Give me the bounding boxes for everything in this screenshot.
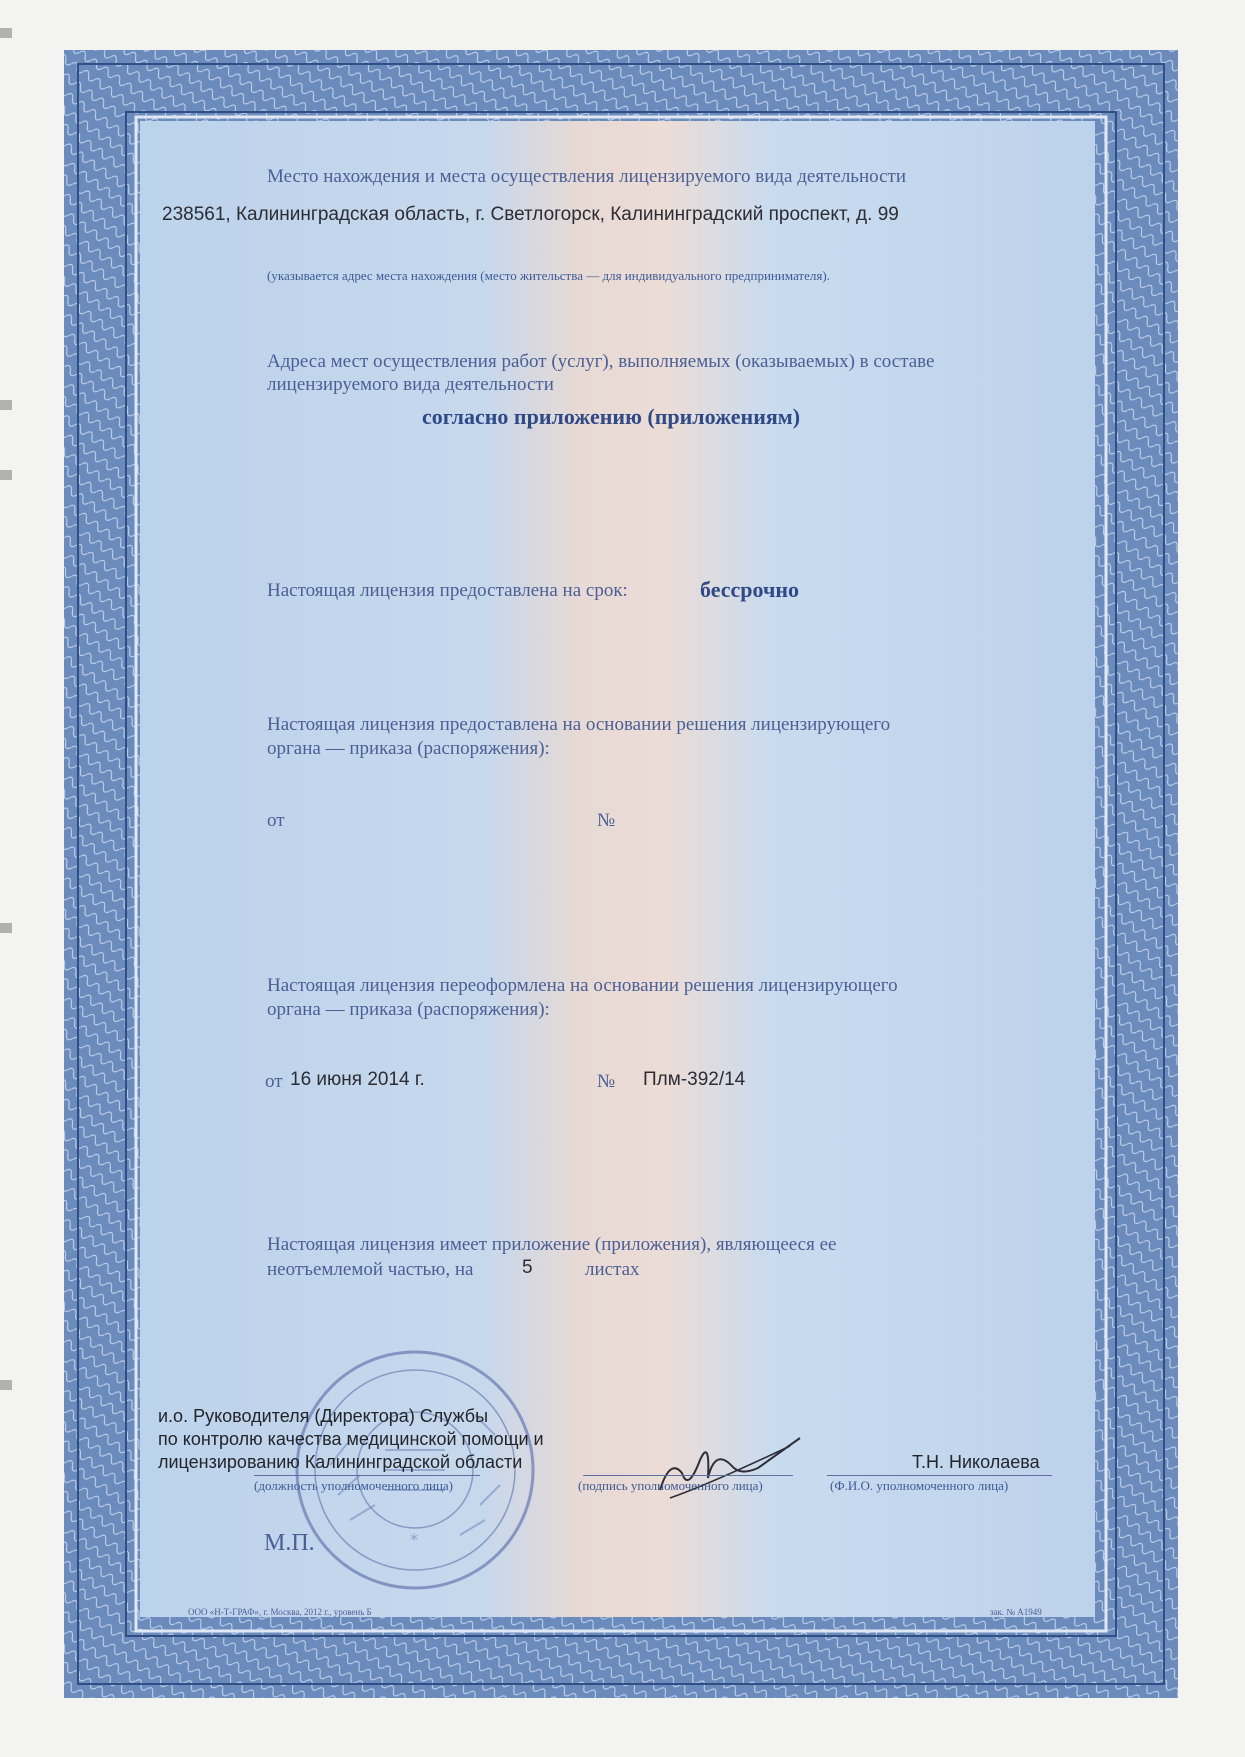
order-number: зак. № А1949: [990, 1607, 1042, 1617]
reissue-number: Плм-392/14: [643, 1069, 746, 1090]
works-value: согласно приложению (приложениям): [422, 404, 801, 429]
position-underline: [254, 1475, 480, 1476]
svg-text:*: *: [410, 1530, 418, 1549]
reissue-number-label: №: [597, 1071, 616, 1092]
signature-underline: [583, 1475, 793, 1476]
official-position-line3: лицензированию Калининградской области: [158, 1452, 523, 1472]
scan-mark: [0, 400, 12, 410]
appendix-sheet-count: 5: [522, 1257, 533, 1278]
basis-heading-line2: органа — приказа (распоряжения):: [267, 738, 550, 759]
official-position-line2: по контролю качества медицинской помощи и: [158, 1429, 544, 1449]
caption-name: (Ф.И.О. уполномоченного лица): [830, 1478, 1009, 1493]
appendix-line2-start: неотъемлемой частью, на: [267, 1259, 474, 1280]
basis-heading-line1: Настоящая лицензия предоставлена на основании решения лицензирующего: [267, 714, 891, 735]
basis-number-label: №: [597, 810, 616, 831]
official-position-line1: и.о. Руководителя (Директора) Службы: [158, 1406, 489, 1426]
caption-position: (должность уполномоченного лица): [254, 1478, 454, 1493]
caption-signature: (подпись уполномоченного лица): [578, 1478, 763, 1493]
scan-mark: [0, 470, 12, 480]
address-note: (указывается адрес места нахождения (место жительства — для индивидуального предпринимателя).: [267, 268, 830, 283]
scan-mark: [0, 1380, 12, 1390]
appendix-line2-end: листах: [585, 1259, 640, 1280]
handwritten-signature: [640, 1418, 820, 1513]
place-heading: Место нахождения и места осуществления лицензируемого вида деятельности: [267, 166, 907, 187]
printer-imprint: ООО «Н-Т-ГРАФ», г. Москва, 2012 г., уровень Б: [188, 1607, 372, 1617]
works-heading-line1: Адреса мест осуществления работ (услуг), выполняемых (оказываемых) в составе: [267, 351, 935, 372]
reissue-heading-line1: Настоящая лицензия переоформлена на основании решения лицензирующего: [267, 975, 898, 996]
name-underline: [827, 1475, 1052, 1476]
document-body: [140, 121, 1095, 1617]
official-name: Т.Н. Николаева: [912, 1452, 1040, 1472]
reissue-from-label: от: [265, 1071, 283, 1092]
term-label: Настоящая лицензия предоставлена на срок:: [267, 580, 628, 601]
seal-place-label: М.П.: [264, 1530, 315, 1556]
reissue-heading-line2: органа — приказа (распоряжения):: [267, 999, 550, 1020]
scan-mark: [0, 28, 12, 38]
basis-from-label: от: [267, 810, 285, 831]
works-heading-line2: лицензируемого вида деятельности: [267, 374, 554, 395]
term-value: бессрочно: [700, 577, 800, 602]
scan-mark: [0, 923, 12, 933]
address-value: 238561, Калининградская область, г. Светлогорск, Калининградский проспект, д. 99: [162, 204, 899, 225]
appendix-line1: Настоящая лицензия имеет приложение (приложения), являющееся ее: [267, 1234, 837, 1255]
reissue-date: 16 июня 2014 г.: [290, 1069, 425, 1090]
